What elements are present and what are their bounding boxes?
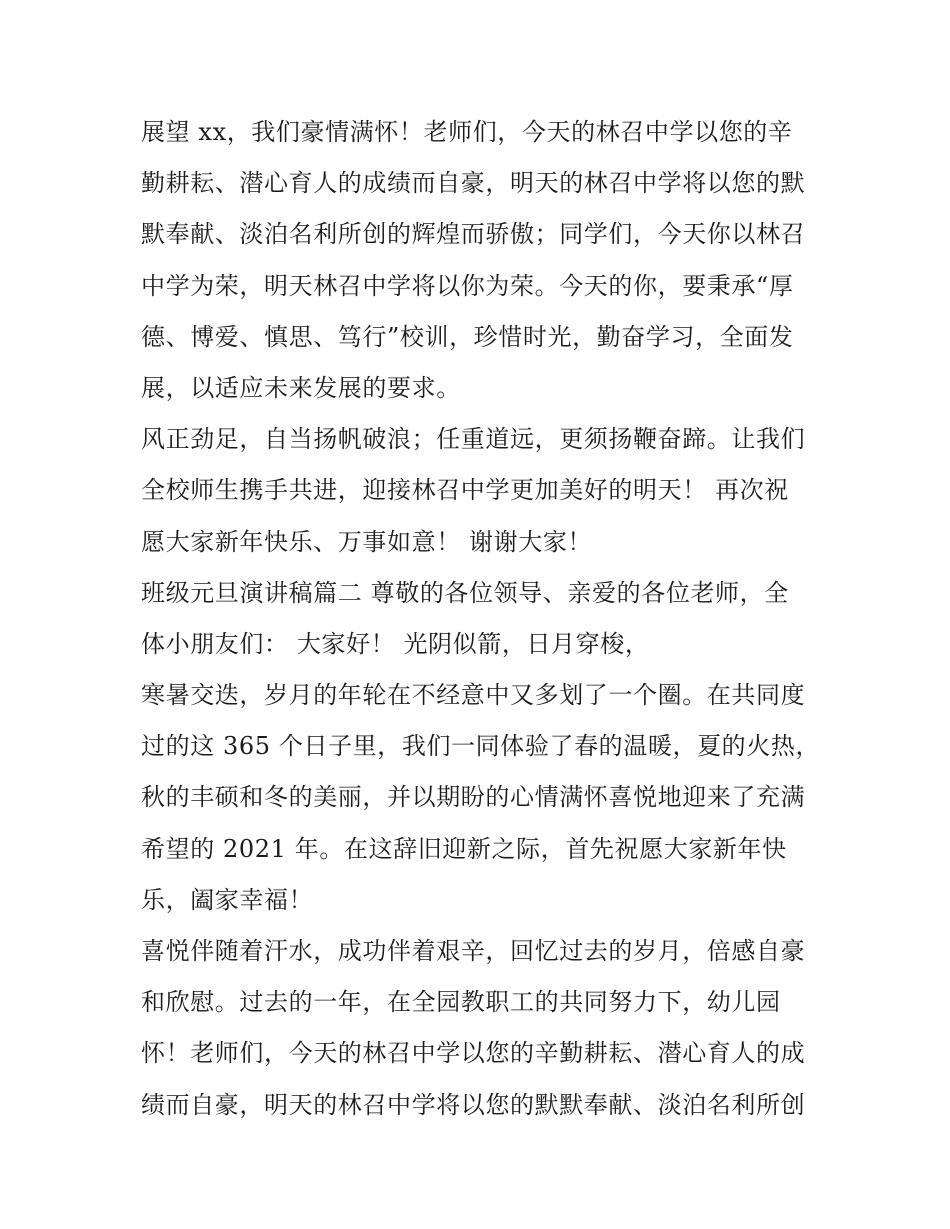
text-line: 中学为荣，明天林召中学将以你为荣。今天的你，要秉承“厚 <box>141 271 794 300</box>
text-line: 和欣慰。过去的一年，在全园教职工的共同努力下，幼儿园 <box>141 988 781 1017</box>
text-line: 风正劲足，自当扬帆破浪；任重道远，更须扬鞭奋蹄。让我们 <box>141 425 806 454</box>
text-line: 喜悦伴随着汗水，成功伴着艰辛，回忆过去的岁月，倍感自豪 <box>141 937 806 965</box>
text-line: 寒暑交迭，岁月的年轮在不经意中又多划了一个圈。在共同度 <box>141 681 806 710</box>
text-line: 过的这 365 个日子里，我们一同体验了春的温暖，夏的火热， <box>141 732 821 761</box>
text-line: 秋的丰硕和冬的美丽，并以期盼的心情满怀喜悦地迎来了充满 <box>141 783 806 812</box>
text-line: 希望的 2021 年。在这辞旧迎新之际，首先祝愿大家新年快 <box>141 834 787 863</box>
text-line: 愿大家新年快乐、万事如意！ 谢谢大家！ <box>141 527 593 556</box>
text-line: 乐，阖家幸福！ <box>141 885 314 914</box>
text-line: 展，以适应未来发展的要求。 <box>141 373 461 402</box>
text-line: 体小朋友们： 大家好！ 光阴似箭，日月穿梭， <box>141 629 650 658</box>
text-line: 德、博爱、慎思、笃行”校训，珍惜时光，勤奋学习，全面发 <box>141 322 794 351</box>
text-line: 怀！老师们，今天的林召中学以您的辛勤耕耘、潜心育人的成 <box>141 1039 806 1068</box>
text-line: 全校师生携手共进，迎接林召中学更加美好的明天！ 再次祝 <box>141 476 789 505</box>
text-line: 展望 xx，我们豪情满怀！老师们，今天的林召中学以您的辛 <box>141 118 793 146</box>
text-line: 默奉献、淡泊名利所创的辉煌而骄傲；同学们，今天你以林召 <box>141 220 806 249</box>
document-body <box>141 107 831 1131</box>
text-line: 班级元旦演讲稿篇二 尊敬的各位领导、亲爱的各位老师，全 <box>141 578 789 607</box>
text-line: 勤耕耘、潜心育人的成绩而自豪，明天的林召中学将以您的默 <box>141 169 806 198</box>
text-line: 绩而自豪，明天的林召中学将以您的默默奉献、淡泊名利所创 <box>141 1090 806 1119</box>
